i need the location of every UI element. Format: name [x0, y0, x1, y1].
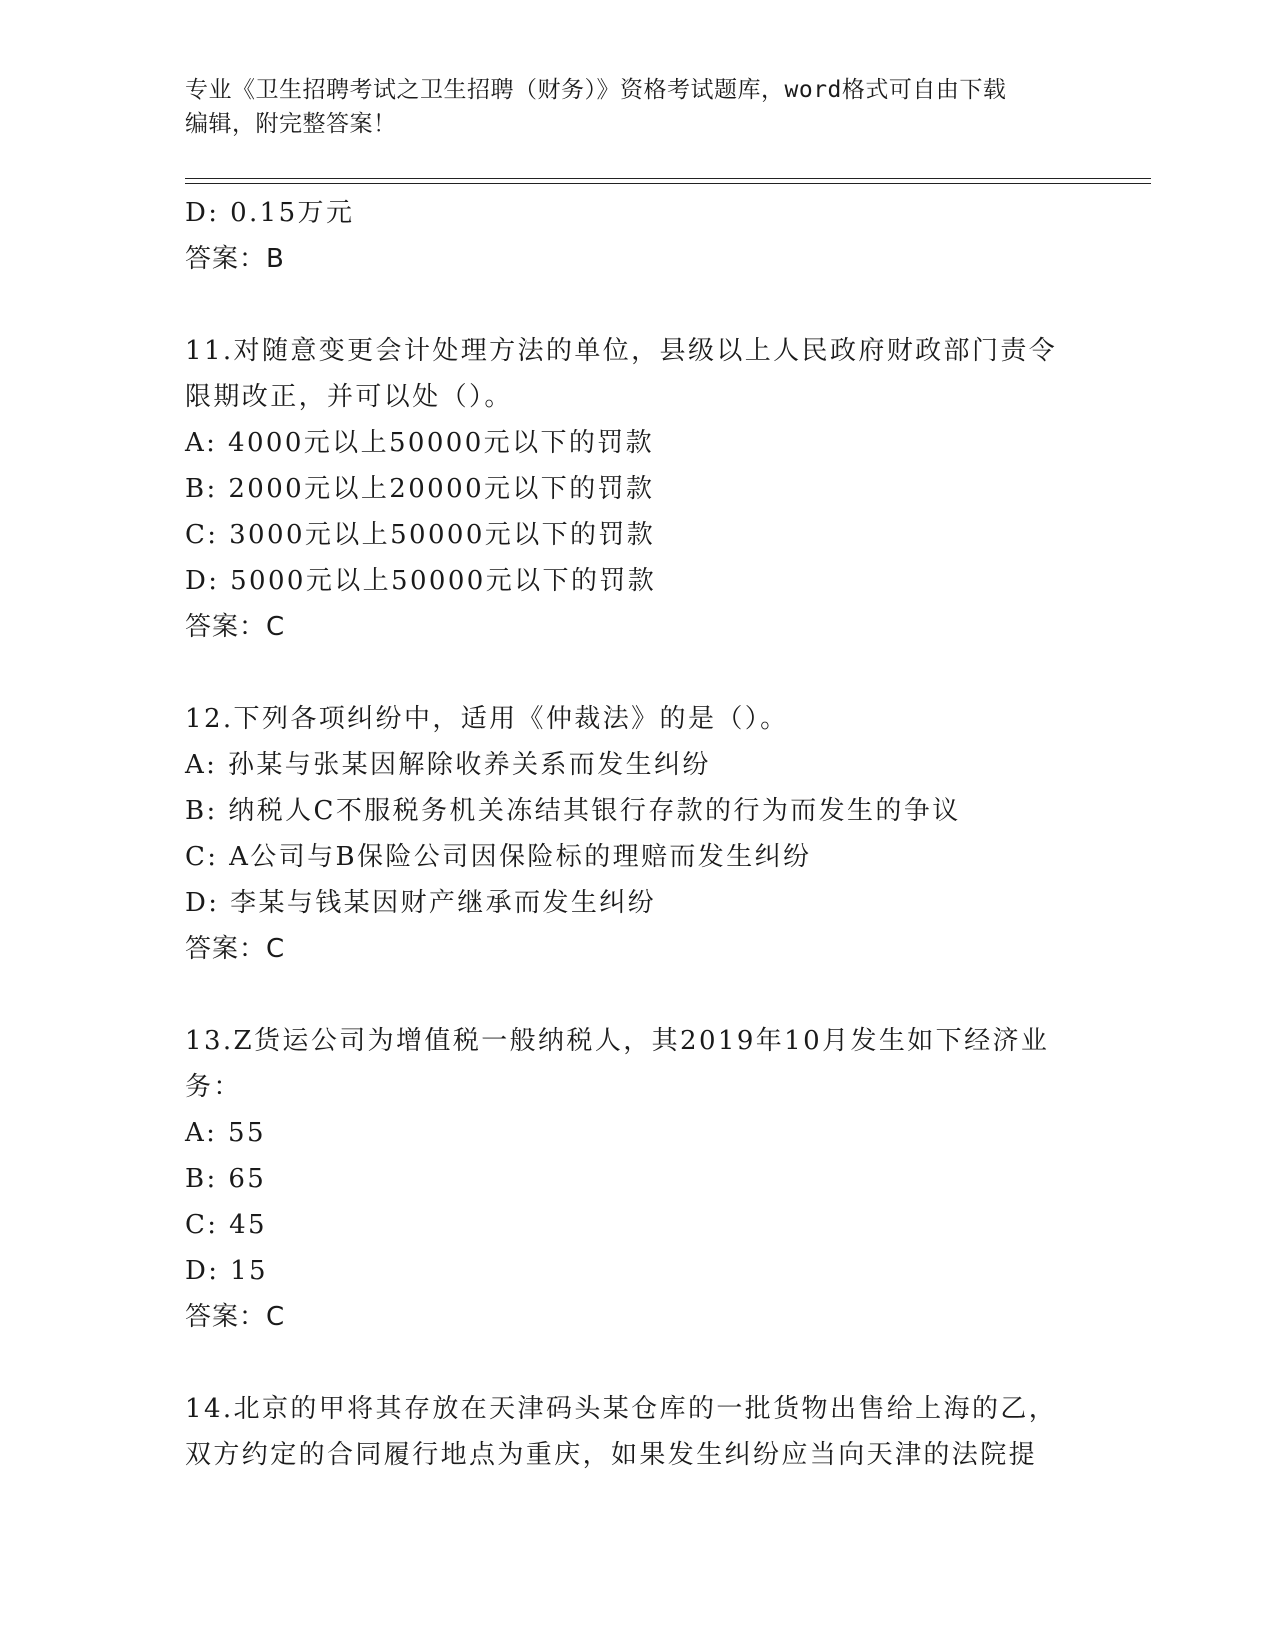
option-b: B: 2000元以上20000元以下的罚款 — [185, 474, 655, 504]
option-a: A: 55 — [185, 1118, 266, 1148]
answer: 答案：C — [185, 934, 286, 964]
option-c: C: A公司与B保险公司因保险标的理赔而发生纠纷 — [185, 842, 812, 872]
header-line-2: 编辑，附完整答案！ — [185, 111, 397, 137]
spacer — [185, 1340, 1085, 1386]
question-stem-cont: 双方约定的合同履行地点为重庆，如果发生纠纷应当向天津的法院提 — [185, 1440, 1038, 1470]
header-divider-bottom — [185, 183, 1151, 184]
question-stem-cont: 务： — [185, 1072, 242, 1102]
question-stem-cont: 限期改正，并可以处（）。 — [185, 382, 513, 412]
document-body — [185, 190, 1085, 1478]
option-d: D: 5000元以上50000元以下的罚款 — [185, 566, 657, 596]
option-d: D: 李某与钱某因财产继承而发生纠纷 — [185, 888, 657, 918]
question-stem: 14.北京的甲将其存放在天津码头某仓库的一批货物出售给上海的乙， — [185, 1394, 1058, 1424]
option-b: B: 65 — [185, 1164, 267, 1194]
question-13 — [185, 1018, 1085, 1340]
option-b: B: 纳税人C不服税务机关冻结其银行存款的行为而发生的争议 — [185, 796, 961, 826]
spacer — [185, 972, 1085, 1018]
answer: 答案：C — [185, 1302, 286, 1332]
prev-option-d: D: 0.15万元 — [185, 198, 355, 228]
prev-answer: 答案：B — [185, 244, 285, 274]
option-c: C: 45 — [185, 1210, 268, 1240]
question-11 — [185, 328, 1085, 650]
header-divider-top — [185, 178, 1151, 179]
option-d: D: 15 — [185, 1256, 268, 1286]
page-header — [185, 73, 1065, 141]
spacer — [185, 650, 1085, 696]
option-a: A: 孙某与张某因解除收养关系而发生纠纷 — [185, 750, 711, 780]
question-14 — [185, 1386, 1085, 1478]
question-stem: 13.Z货运公司为增值税一般纳税人，其2019年10月发生如下经济业 — [185, 1026, 1050, 1056]
spacer — [185, 282, 1085, 328]
option-a: A: 4000元以上50000元以下的罚款 — [185, 428, 655, 458]
question-stem: 12.下列各项纠纷中，适用《仲裁法》的是（）。 — [185, 704, 789, 734]
answer: 答案：C — [185, 612, 286, 642]
option-c: C: 3000元以上50000元以下的罚款 — [185, 520, 656, 550]
question-stem: 11.对随意变更会计处理方法的单位，县级以上人民政府财政部门责令 — [185, 336, 1058, 366]
question-12 — [185, 696, 1085, 972]
header-line-1: 专业《卫生招聘考试之卫生招聘（财务）》资格考试题库，word格式可自由下载 — [185, 77, 1007, 103]
